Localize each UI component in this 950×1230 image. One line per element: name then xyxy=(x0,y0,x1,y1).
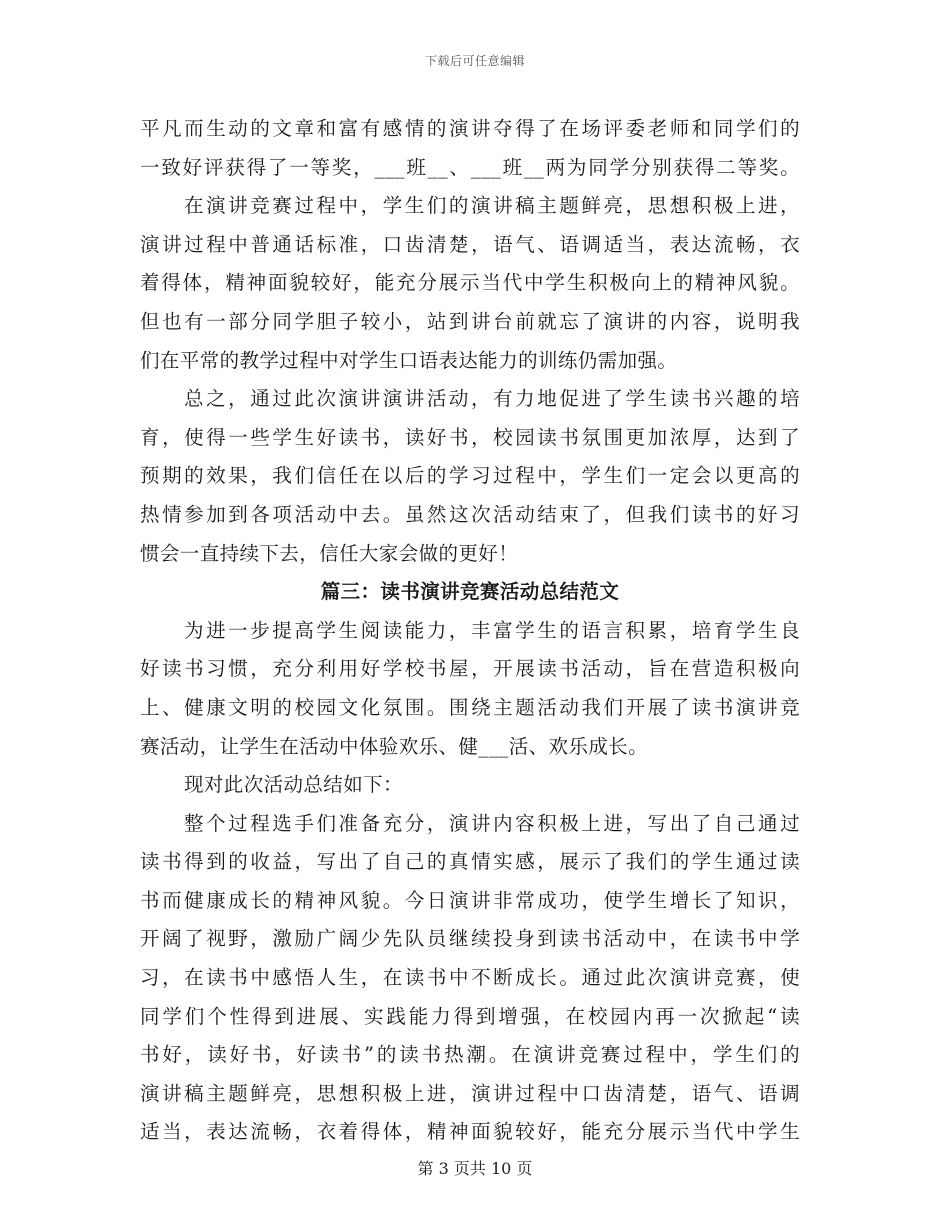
text-line: 现对此次活动总结如下： xyxy=(184,773,403,797)
header-note: 下载后可任意编辑 xyxy=(424,54,525,68)
text-line: 平凡而生动的文章和富有感情的演讲夺得了在场评委老师和同学们的 xyxy=(140,117,800,140)
text-line: 好读书习惯，充分利用好学校书屋，开展读书活动，旨在营造积极向 xyxy=(140,657,800,681)
text-line: 书而健康成长的精神风貌。今日演讲非常成功，使学生增长了知识， xyxy=(140,888,800,912)
text-line: 读书得到的收益，写出了自己的真情实感，展示了我们的学生通过读 xyxy=(140,850,800,874)
text-line: 着得体，精神面貌较好，能充分展示当代中学生积极向上的精神风貌。 xyxy=(140,271,800,295)
text-line: 同学们个性得到进展、实践能力得到增强，在校园内再一次掀起“读 xyxy=(140,1004,800,1028)
text-line: 演讲过程中普通话标准，口齿清楚，语气、语调适当，表达流畅，衣 xyxy=(140,232,800,256)
text-line: 育，使得一些学生好读书，读好书，校园读书氛围更加浓厚，达到了 xyxy=(140,425,800,449)
text-line: 总之，通过此次演讲演讲活动，有力地促进了学生读书兴趣的培 xyxy=(184,387,800,411)
text-line: 惯会一直持续下去，信任大家会做的更好！ xyxy=(140,541,519,565)
text-line: 一致好评获得了一等奖，___班__、___班__两为同学分别获得二等奖。 xyxy=(140,155,800,179)
text-line: 习，在读书中感悟人生，在读书中不断成长。通过此次演讲竞赛，使 xyxy=(140,966,800,990)
text-line: 但也有一部分同学胆子较小，站到讲台前就忘了演讲的内容，说明我 xyxy=(140,309,800,333)
text-line: 适当，表达流畅，衣着得体，精神面貌较好，能充分展示当代中学生 xyxy=(140,1120,800,1144)
text-line: 们在平常的教学过程中对学生口语表达能力的训练仍需加强。 xyxy=(140,348,678,372)
text-line: 在演讲竞赛过程中，学生们的演讲稿主题鲜亮，思想积极上进， xyxy=(184,194,800,218)
text-line: 整个过程选手们准备充分，演讲内容积极上进，写出了自己通过 xyxy=(184,811,800,835)
section-heading: 篇三：读书演讲竞赛活动总结范文 xyxy=(320,580,620,604)
text-line: 演讲稿主题鲜亮，思想积极上进，演讲过程中口齿清楚，语气、语调 xyxy=(140,1081,800,1105)
text-line: 开阔了视野，激励广阔少先队员继续投身到读书活动中，在读书中学 xyxy=(140,927,800,951)
document-body xyxy=(140,110,800,1152)
text-line: 热情参加到各项活动中去。虽然这次活动结束了，但我们读书的好习 xyxy=(140,502,800,526)
text-line: 为进一步提高学生阅读能力，丰富学生的语言积累，培育学生良 xyxy=(184,618,800,642)
text-line: 赛活动，让学生在活动中体验欢乐、健___活、欢乐成长。 xyxy=(140,734,649,758)
text-line: 预期的效果，我们信任在以后的学习过程中，学生们一定会以更高的 xyxy=(140,464,800,488)
text-line: 上、健康文明的校园文化氛围。围绕主题活动我们开展了读书演讲竞 xyxy=(140,695,800,719)
page-number: 第 3 页共 10 页 xyxy=(417,1159,533,1178)
text-line: 书好，读好书，好读书”的读书热潮。在演讲竞赛过程中，学生们的 xyxy=(140,1043,800,1067)
